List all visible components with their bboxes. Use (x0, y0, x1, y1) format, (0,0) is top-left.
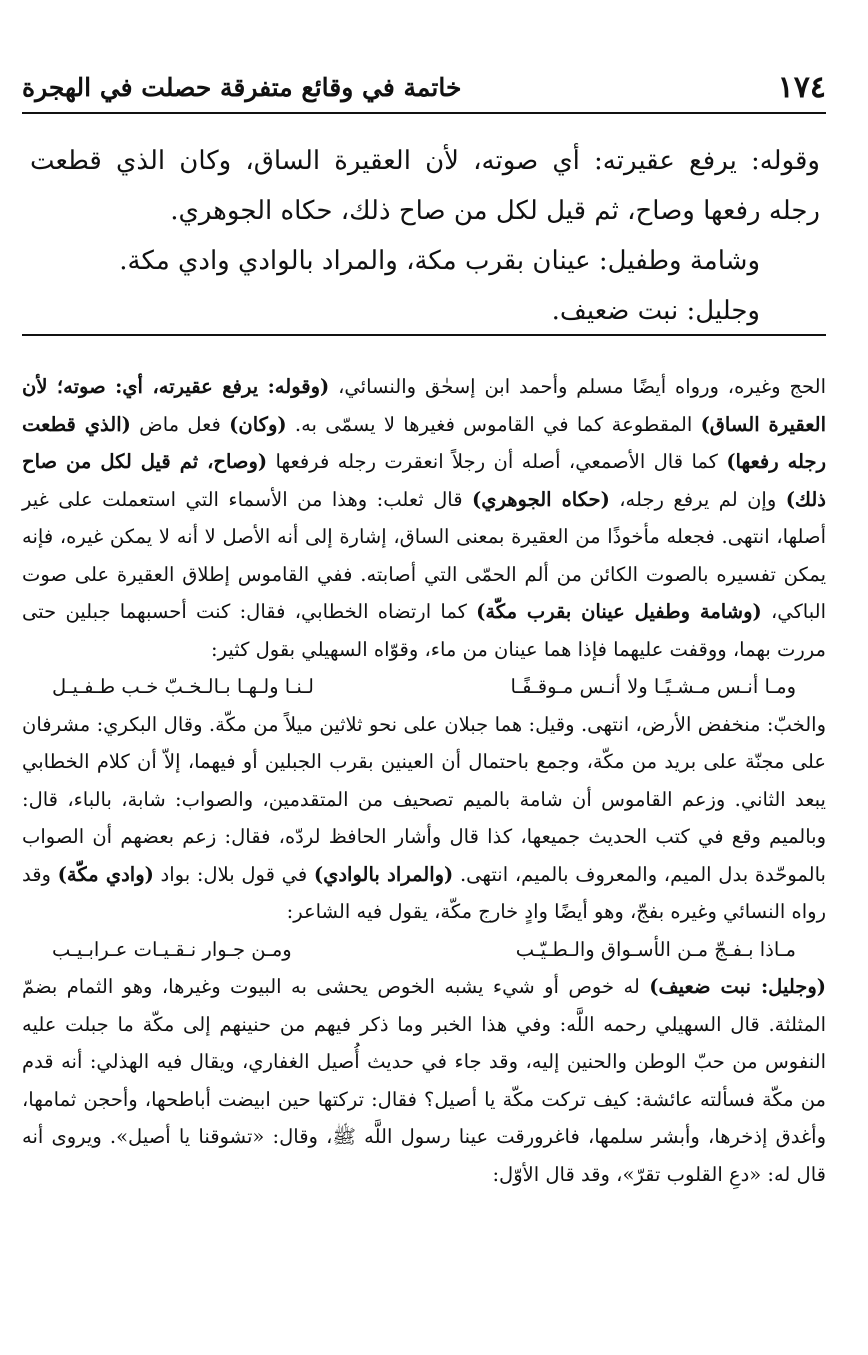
quoted-phrase: (وصاح، ثم قيل لكل من صاح ذلك) (22, 450, 826, 511)
quoted-phrase: (وكان) (229, 412, 287, 436)
poetry-verse (22, 668, 826, 706)
commentary-text: وإن لم يرفع رجله، (609, 487, 786, 511)
poetry-verse (22, 931, 826, 969)
commentary-text: قال ثعلب: وهذا من الأسماء التي استعملت على غير أصلها، انتهى. فجعله مأخوذًا من العقيرة بمعنى الساق، إشارة إلى أنه الأصل لا أنه لا يمكن غيره، فإنه يمكن تفسيره بالصوت الكائن من ألم الحمّى التي أصابته. ففي القاموس إطلاق العقيرة على صوت الباكي، (22, 487, 826, 623)
page-header (22, 62, 826, 114)
section-divider (22, 334, 826, 336)
main-text-paragraph: وشامة وطفيل: عينان بقرب مكة، والمراد بالوادي وادي مكة. (119, 246, 760, 276)
quoted-phrase: (والمراد بالوادي) (313, 862, 454, 886)
quoted-phrase: (حكاه الجوهري) (472, 487, 610, 511)
running-title: خاتمة في وقائع متفرقة حصلت في الهجرة (22, 72, 462, 102)
page-number: ١٧٤ (777, 69, 826, 105)
commentary-text: فعل ماض (130, 412, 230, 436)
quoted-phrase: (وقوله: يرفع عقيرته، أي: صوته؛ لأن العقيرة الساق) (22, 375, 826, 436)
commentary-text: كما قال الأصمعي، أصله أن رجلاً انعقرت رجله فرفعها (267, 450, 727, 473)
quoted-phrase: (وشامة وطفيل عينان بقرب مكّة) (476, 600, 762, 623)
quoted-phrase: (وادي مكّة) (57, 862, 154, 886)
verse-first-hemistich: ومـا أنـس مـشـيًـا ولا أنـس مـوقـفًـا (510, 675, 796, 698)
commentary-paragraph (22, 706, 826, 931)
quoted-phrase: (وجليل: نبت ضعيف) (649, 975, 826, 998)
commentary-paragraph (22, 968, 826, 1193)
verse-second-hemistich: ومـن جـوار نـقـيـات عـرابـيـب (52, 937, 292, 961)
main-text-paragraph: وجليل: نبت ضعيف. (551, 296, 760, 326)
quoted-phrase: (الذي قطعت رجله رفعها) (22, 412, 826, 473)
main-text (30, 136, 820, 336)
commentary-paragraph (22, 368, 826, 668)
verse-first-hemistich: مـاذا بـفـجّ مـن الأسـواق والـطـيّـب (515, 937, 796, 961)
commentary (22, 368, 826, 1193)
verse-second-hemistich: لـنـا ولـهـا بـالـخـبّ خـب طـفـيـل (52, 675, 314, 698)
commentary-text: والخبّ: منخفض الأرض، انتهى. وقيل: هما جبلان على نحو ثلاثين ميلاً من مكّة. وقال البكري: مشرفان على مجنّة على بريد من مكّة، وجمع باحتمال أن العينين بقرب الجبلين أو فيهما، إلاّ أن كلام الخطابي يبعد الثاني. وزعم القاموس أن شامة بالميم تصحيف من المتقدمين، والصواب: شابة، بالباء، قال: وبالميم وقع في كتب الحديث جميعها، كذا قال وأشار الحافظ لردّه، فقال: زعم بعضهم أن الصواب بالموحّدة بدل الميم، والمعروف بالميم، انتهى. (22, 712, 826, 886)
commentary-text: كما ارتضاه الخطابي، فقال: كنت أحسبهما جبلين حتى مررت بهما، ووقفت عليهما فإذا هما عينان من ماء، وقوّاه السهيلي بقول كثير: (22, 600, 826, 661)
commentary-text: المقطوعة كما في القاموس فغيرها لا يسمّى به. (286, 412, 701, 436)
commentary-text: الحج وغيره، ورواه أيضًا مسلم وأحمد ابن إسحٰق والنسائي، (329, 375, 826, 398)
commentary-text: وقد رواه النسائي وغيره بفجّ، وهو أيضًا وادٍ خارج مكّة، يقول فيه الشاعر: (22, 862, 826, 923)
commentary-text: له خوص أو شيء يشبه الخوص يحشى به البيوت وغيرها، وهو الثمام بضمّ المثلثة. قال السهيلي رحمه اللَّه: وفي هذا الخبر وما ذكر فيهم من حنينهم إلى مكّة ما جبلت عليه النفوس من حبّ الوطن والحنين إليه، وقد جاء في حديث أُصيل الغفاري، ويقال فيه الهذلي: أنه قدم من مكّة فسألته عائشة: كيف تركت مكّة يا أصيل؟ فقال: تركتها حين ابيضت أباطحها، وأحجن ثمامها، وأغدق إذخرها، وأبشر سلمها، فاغرورقت عينا رسول اللَّه ﷺ، وقال: «تشوقنا يا أصيل». ويروى أنه قال له: «دعِ القلوب تقرّ»، وقد قال الأوّل: (22, 975, 826, 1186)
main-text-paragraph: وقوله: يرفع عقيرته: أي صوته، لأن العقيرة الساق، وكان الذي قطعت رجله رفعها وصاح، ثم قيل لكل من صاح ذلك، حكاه الجوهري. (30, 146, 820, 226)
commentary-text: في قول بلال: بواد (153, 862, 314, 886)
